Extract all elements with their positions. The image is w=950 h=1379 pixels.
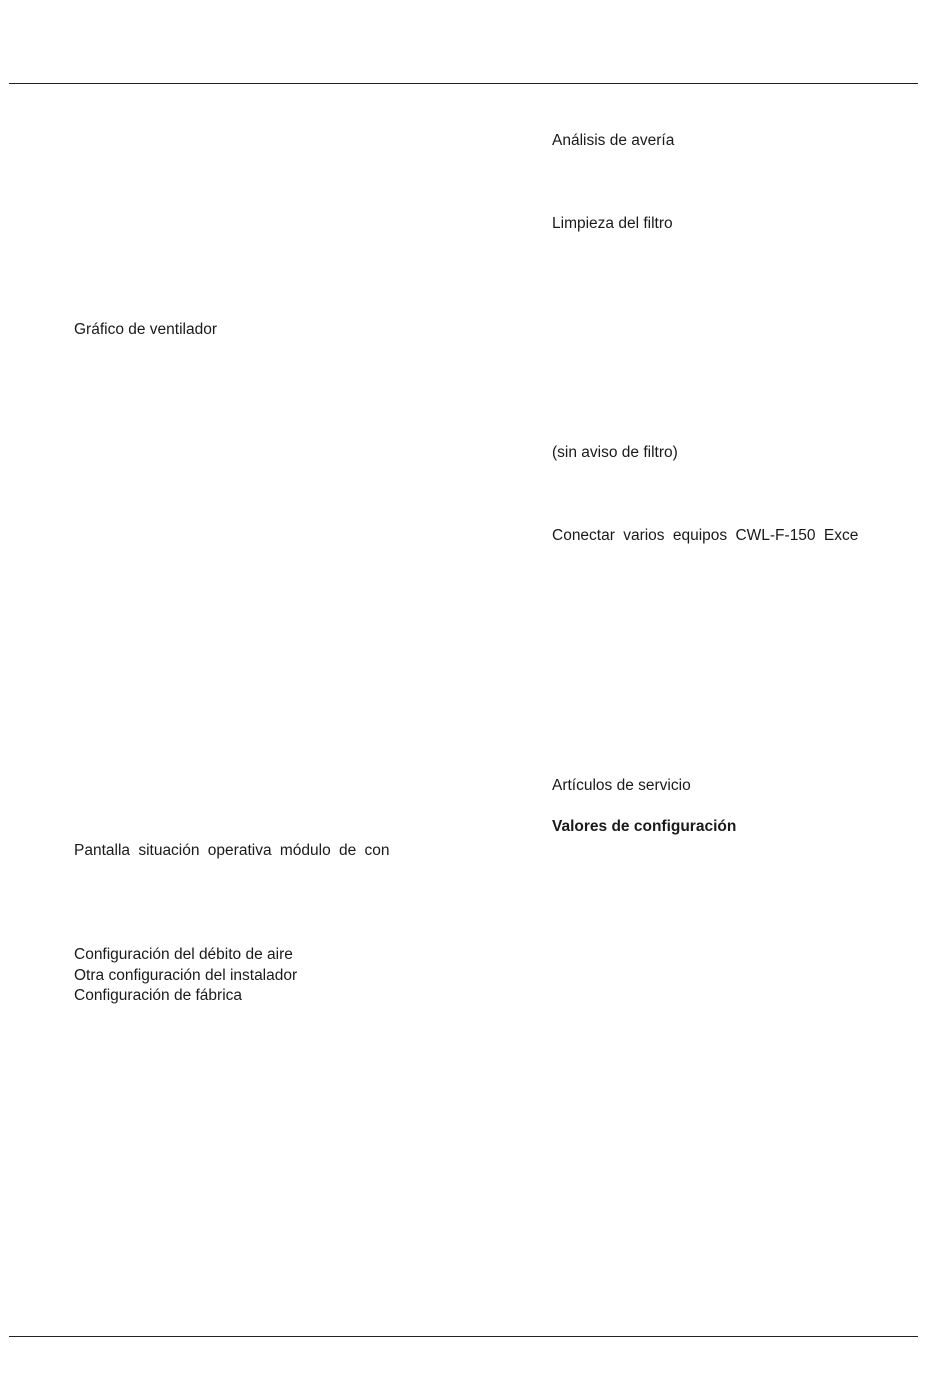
service-items-heading: Artículos de servicio — [552, 777, 691, 794]
connect-units-heading: Conectar varios equipos CWL-F-150 Exce — [552, 527, 859, 544]
config-values-heading: Valores de configuración — [552, 818, 737, 835]
config-list — [74, 945, 297, 1007]
header-rule — [9, 83, 918, 84]
filter-cleaning-heading: Limpieza del filtro — [552, 215, 673, 232]
operating-display-heading: Pantalla situación operativa módulo de con — [74, 842, 390, 859]
footer-rule — [9, 1336, 918, 1337]
no-filter-warning-heading: (sin aviso de filtro) — [552, 444, 678, 461]
list-item: Configuración del débito de aire — [74, 946, 293, 963]
fan-chart-heading: Gráfico de ventilador — [74, 321, 218, 338]
list-item: Configuración de fábrica — [74, 987, 243, 1004]
fault-analysis-heading: Análisis de avería — [552, 132, 675, 149]
list-item: Otra configuración del instalador — [74, 966, 298, 984]
